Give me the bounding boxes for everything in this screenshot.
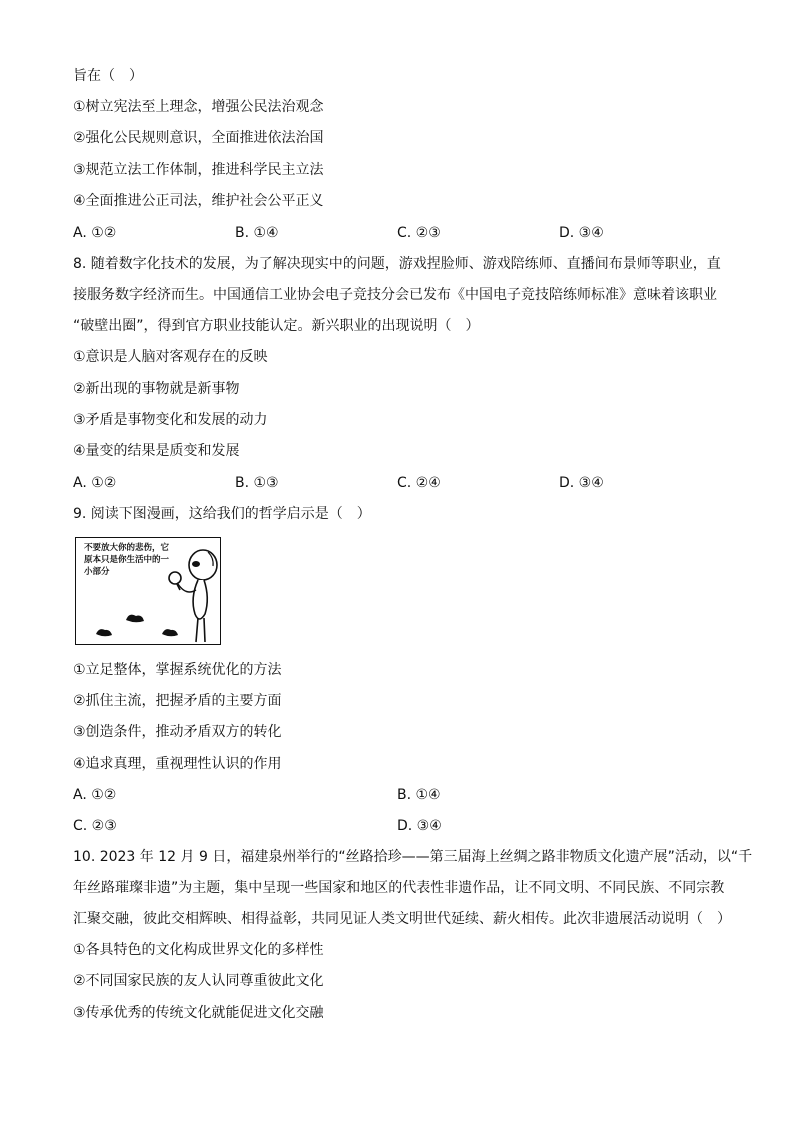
q10-stem-line-1: 10. 2023 年 12 月 9 日，福建泉州举行的“丝路拾珍——第三届海上丝绸之路非物质文化遗产展”活动，以“千 [73,849,753,865]
q7-statement-3: ③规范立法工作体制，推进科学民主立法 [73,162,324,178]
q9-statement-1: ①立足整体，掌握系统优化的方法 [73,662,282,678]
q7-statement-1: ①树立宪法至上理念，增强公民法治观念 [73,99,324,115]
q8-stem-line-3: “破壁出圈”，得到官方职业技能认定。新兴职业的出现说明（ ） [73,318,480,334]
q10-stem-line-2: 年丝路璀璨非遗”为主题，集中呈现一些国家和地区的代表性非遗作品，让不同文明、不同民族、不同宗教 [73,880,725,896]
q7-option-b[interactable]: B. ①④ [235,225,279,241]
q7-stem-tail: 旨在（ ） [73,68,143,84]
q7-option-c[interactable]: C. ②③ [397,225,441,241]
q8-statement-3: ③矛盾是事物变化和发展的动力 [73,412,268,428]
q8-stem-line-1: 8. 随着数字化技术的发展，为了解决现实中的问题，游戏捏脸师、游戏陪练师、直播间布景师等职业，直 [73,256,721,272]
q7-option-a[interactable]: A. ①② [73,225,117,241]
q9-statement-3: ③创造条件，推动矛盾双方的转化 [73,724,282,740]
q9-option-d[interactable]: D. ③④ [397,818,442,834]
q9-options-row-1 [73,785,733,805]
q7-statement-2: ②强化公民规则意识，全面推进依法治国 [73,130,324,146]
comic-illustration [75,537,221,645]
comic-caption: 不要放大你的悲伤，它原本只是你生活中的一小部分 [84,543,170,577]
q10-stem-line-3: 汇聚交融，彼此交相辉映、相得益彰，共同见证人类文明世代延续、薪火相传。此次非遗展活动说明（ ） [73,911,731,927]
q9-option-b[interactable]: B. ①④ [397,787,441,803]
q8-option-c[interactable]: C. ②④ [397,475,441,491]
q8-option-d[interactable]: D. ③④ [559,475,604,491]
q8-option-a[interactable]: A. ①② [73,475,117,491]
q9-options-row-2 [73,816,733,836]
q7-statement-4: ④全面推进公正司法，维护社会公平正义 [73,193,324,209]
q8-statement-1: ①意识是人脑对客观存在的反映 [73,349,268,365]
q8-options [73,473,733,493]
q9-statement-2: ②抓住主流，把握矛盾的主要方面 [73,693,282,709]
q8-statement-2: ②新出现的事物就是新事物 [73,381,240,397]
q7-options [73,223,733,243]
q9-stem: 9. 阅读下图漫画，这给我们的哲学启示是（ ） [73,506,371,522]
q9-option-c[interactable]: C. ②③ [73,818,117,834]
q10-statement-1: ①各具特色的文化构成世界文化的多样性 [73,942,324,958]
q7-option-d[interactable]: D. ③④ [559,225,604,241]
q8-option-b[interactable]: B. ①③ [235,475,279,491]
q8-statement-4: ④量变的结果是质变和发展 [73,443,240,459]
q9-option-a[interactable]: A. ①② [73,787,117,803]
q8-stem-line-2: 接服务数字经济而生。中国通信工业协会电子竞技分会已发布《中国电子竞技陪练师标准》意味着该职业 [73,287,717,303]
q10-statement-2: ②不同国家民族的友人认同尊重彼此文化 [73,973,324,989]
q9-statement-4: ④追求真理，重视理性认识的作用 [73,756,282,772]
q10-statement-3: ③传承优秀的传统文化就能促进文化交融 [73,1005,324,1021]
